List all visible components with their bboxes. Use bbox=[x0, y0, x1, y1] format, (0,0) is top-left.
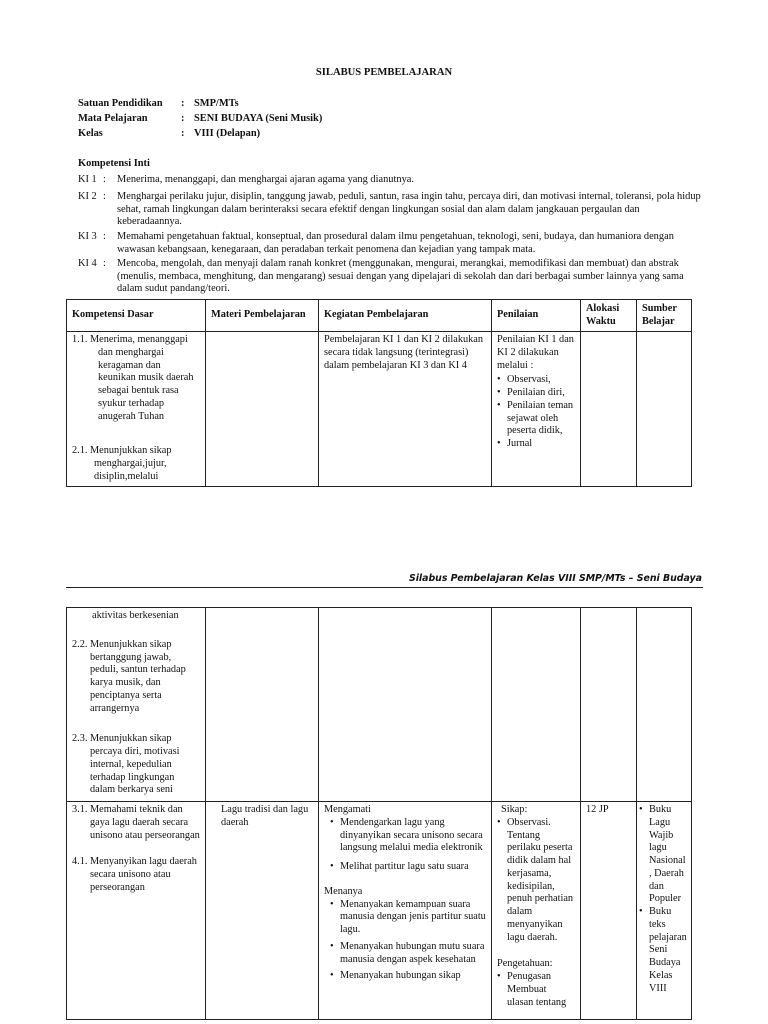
table-header-row bbox=[67, 300, 692, 332]
cell-kegiatan bbox=[319, 802, 492, 1020]
list-item: • Menanyakan kemampuan suara manusia dengan jenis partitur suatu lagu. bbox=[330, 899, 486, 937]
header-alokasi: Alokasi Waktu bbox=[581, 300, 637, 332]
mengamati-list bbox=[330, 817, 486, 874]
syllabus-table-page2 bbox=[66, 607, 692, 1020]
identity-label-satuan: Satuan Pendidikan bbox=[78, 98, 163, 109]
materi-text: Lagu tradisi dan lagu daerah bbox=[221, 804, 309, 828]
page-title: SILABUS PEMBELAJARAN bbox=[315, 67, 453, 78]
identity-label-kelas: Kelas bbox=[78, 128, 103, 139]
syllabus-table-page1 bbox=[66, 299, 692, 487]
cell-penilaian bbox=[492, 608, 581, 802]
kompetensi-inti-heading: Kompetensi Inti bbox=[78, 158, 150, 169]
menanya-list bbox=[330, 899, 486, 984]
cell-kompetensi-dasar bbox=[67, 332, 206, 487]
sikap-heading: Sikap: bbox=[501, 804, 528, 815]
ki-text: Mencoba, mengolah, dan menyaji dalam ranah konkret (menggunakan, mengurai, merangkai, memodifikasi dan membuat) dan abstrak (menulis, membaca, menghitung, dan mengarang) sesuai dengan yang dipelajari di sekolah dan dari berbagai sumber lainnya yang sama dalam sudut pandang/teori. bbox=[117, 258, 684, 295]
cell-kompetensi-dasar bbox=[67, 802, 206, 1020]
ki-colon: : bbox=[103, 174, 106, 185]
list-item: • Melihat partitur lagu satu suara bbox=[330, 861, 486, 874]
kd-continuation: aktivitas berkesenian bbox=[92, 610, 179, 621]
kd-2-3: 2.3. Menunjukkan sikap percaya diri, motivasi internal, kepedulian terhadap lingkungan dalam berkarya seni bbox=[72, 733, 180, 796]
cell-materi bbox=[206, 802, 319, 1020]
kd-3-1: 3.1. Memahami teknik dan gaya lagu daerah secara unisono atau perseorangan bbox=[72, 804, 200, 841]
header-materi: Materi Pembelajaran bbox=[206, 300, 319, 332]
list-item: • Jurnal bbox=[497, 438, 575, 451]
ki-colon: : bbox=[103, 258, 106, 269]
list-item: • Buku teks pelajaran Seni Budaya Kelas VIII bbox=[639, 906, 686, 995]
kd-4-1: 4.1. Menyanyikan lagu daerah secara unisono atau perseorangan bbox=[72, 856, 197, 893]
identity-colon: : bbox=[181, 98, 185, 109]
cell-alokasi bbox=[581, 332, 637, 487]
sumber-list bbox=[639, 804, 686, 995]
cell-sumber bbox=[637, 608, 692, 802]
list-item: • Penilaian teman sejawat oleh peserta didik, bbox=[497, 400, 575, 438]
identity-value-kelas: VIII (Delapan) bbox=[194, 128, 261, 139]
footer-divider bbox=[66, 587, 703, 588]
ki-number: KI 1 bbox=[78, 174, 97, 185]
ki-text: Menerima, menanggapi, dan menghargai ajaran agama yang dianutnya. bbox=[117, 174, 414, 185]
cell-sumber bbox=[637, 802, 692, 1020]
list-item: • Observasi, bbox=[497, 374, 575, 387]
header-penilaian: Penilaian bbox=[492, 300, 581, 332]
pengetahuan-list bbox=[497, 971, 575, 1009]
cell-kegiatan bbox=[319, 608, 492, 802]
mengamati-heading: Mengamati bbox=[324, 804, 371, 815]
ki-number: KI 4 bbox=[78, 258, 97, 269]
ki-text: Menghargai perilaku jujur, disiplin, tanggung jawab, peduli, santun, rasa ingin tahu, percaya diri, dan motivasi internal, toleransi, pola hidup sehat, ramah lingkungan dalam berinteraksi secara efektif dengan lingkungan sosial dan alam dalam jangkauan pergaulan dan keberadaannya. bbox=[117, 191, 701, 228]
menanya-heading: Menanya bbox=[324, 885, 363, 897]
cell-alokasi bbox=[581, 608, 637, 802]
ki-colon: : bbox=[103, 191, 106, 202]
penilaian-intro: Penilaian KI 1 dan KI 2 dilakukan melalui : bbox=[497, 334, 574, 371]
cell-alokasi: 12 JP bbox=[581, 802, 637, 1020]
table-row bbox=[67, 608, 692, 802]
ki-colon: : bbox=[103, 231, 106, 242]
list-item: • Observasi. Tentang perilaku peserta didik dalam hal kerjasama, kedisipilan, penuh perhatian dalam menyanyikan lagu daerah. bbox=[497, 817, 575, 945]
cell-penilaian bbox=[492, 802, 581, 1020]
list-item: • Menanyakan hubungan mutu suara manusia dengan aspek kesehatan bbox=[330, 941, 486, 967]
cell-sumber bbox=[637, 332, 692, 487]
kd-2-1: 2.1. Menunjukkan sikap menghargai,jujur, disiplin,melalui bbox=[72, 445, 172, 482]
identity-value-mapel: SENI BUDAYA (Seni Musik) bbox=[194, 113, 323, 124]
identity-colon: : bbox=[181, 128, 185, 139]
pengetahuan-heading: Pengetahuan: bbox=[497, 958, 553, 970]
cell-materi bbox=[206, 608, 319, 802]
table-row bbox=[67, 332, 692, 487]
table-row bbox=[67, 802, 692, 1020]
ki-number: KI 3 bbox=[78, 231, 97, 242]
running-footer-title: Silabus Pembelajaran Kelas VIII SMP/MTs – Seni Budaya bbox=[408, 573, 702, 584]
cell-materi bbox=[206, 332, 319, 487]
list-item: • Penilaian diri, bbox=[497, 387, 575, 400]
identity-colon: : bbox=[181, 113, 185, 124]
identity-label-mapel: Mata Pelajaran bbox=[78, 113, 148, 124]
kd-2-2: 2.2. Menunjukkan sikap bertanggung jawab, peduli, santun terhadap karya musik, dan penciptanya serta arrangernya bbox=[72, 638, 186, 714]
cell-penilaian bbox=[492, 332, 581, 487]
list-item: • Mendengarkan lagu yang dinyanyikan secara unisono secara langsung melalui media elektronik bbox=[330, 817, 486, 855]
identity-value-satuan: SMP/MTs bbox=[194, 98, 239, 109]
header-sumber: Sumber Belajar bbox=[637, 300, 692, 332]
header-kompetensi-dasar: Kompetensi Dasar bbox=[67, 300, 206, 332]
header-kegiatan: Kegiatan Pembelajaran bbox=[319, 300, 492, 332]
kd-1-1: 1.1. Menerima, menanggapi dan menghargai keragaman dan keunikan musik daerah sebagai bentuk rasa syukur terhadap anugerah Tuhan bbox=[72, 334, 194, 422]
penilaian-list bbox=[497, 374, 575, 451]
sikap-list bbox=[497, 817, 575, 945]
list-item: • Penugasan Membuat ulasan tentang bbox=[497, 971, 575, 1009]
ki-text: Memahami pengetahuan faktual, konseptual, dan prosedural dalam ilmu pengetahuan, teknologi, seni, budaya, dan humaniora dengan wawasan kebangsaan, kenegaraan, dan peradaban terkait penomena dan kejadian yang tampak mata. bbox=[117, 231, 674, 255]
cell-kegiatan: Pembelajaran KI 1 dan KI 2 dilakukan secara tidak langsung (terintegrasi) dalam pembelajaran KI 3 dan KI 4 bbox=[319, 332, 492, 487]
cell-kompetensi-dasar bbox=[67, 608, 206, 802]
list-item: • Menanyakan hubungan sikap bbox=[330, 970, 486, 983]
ki-number: KI 2 bbox=[78, 191, 97, 202]
list-item: • Buku Lagu Wajib lagu Nasional , Daerah dan Populer bbox=[639, 804, 686, 906]
